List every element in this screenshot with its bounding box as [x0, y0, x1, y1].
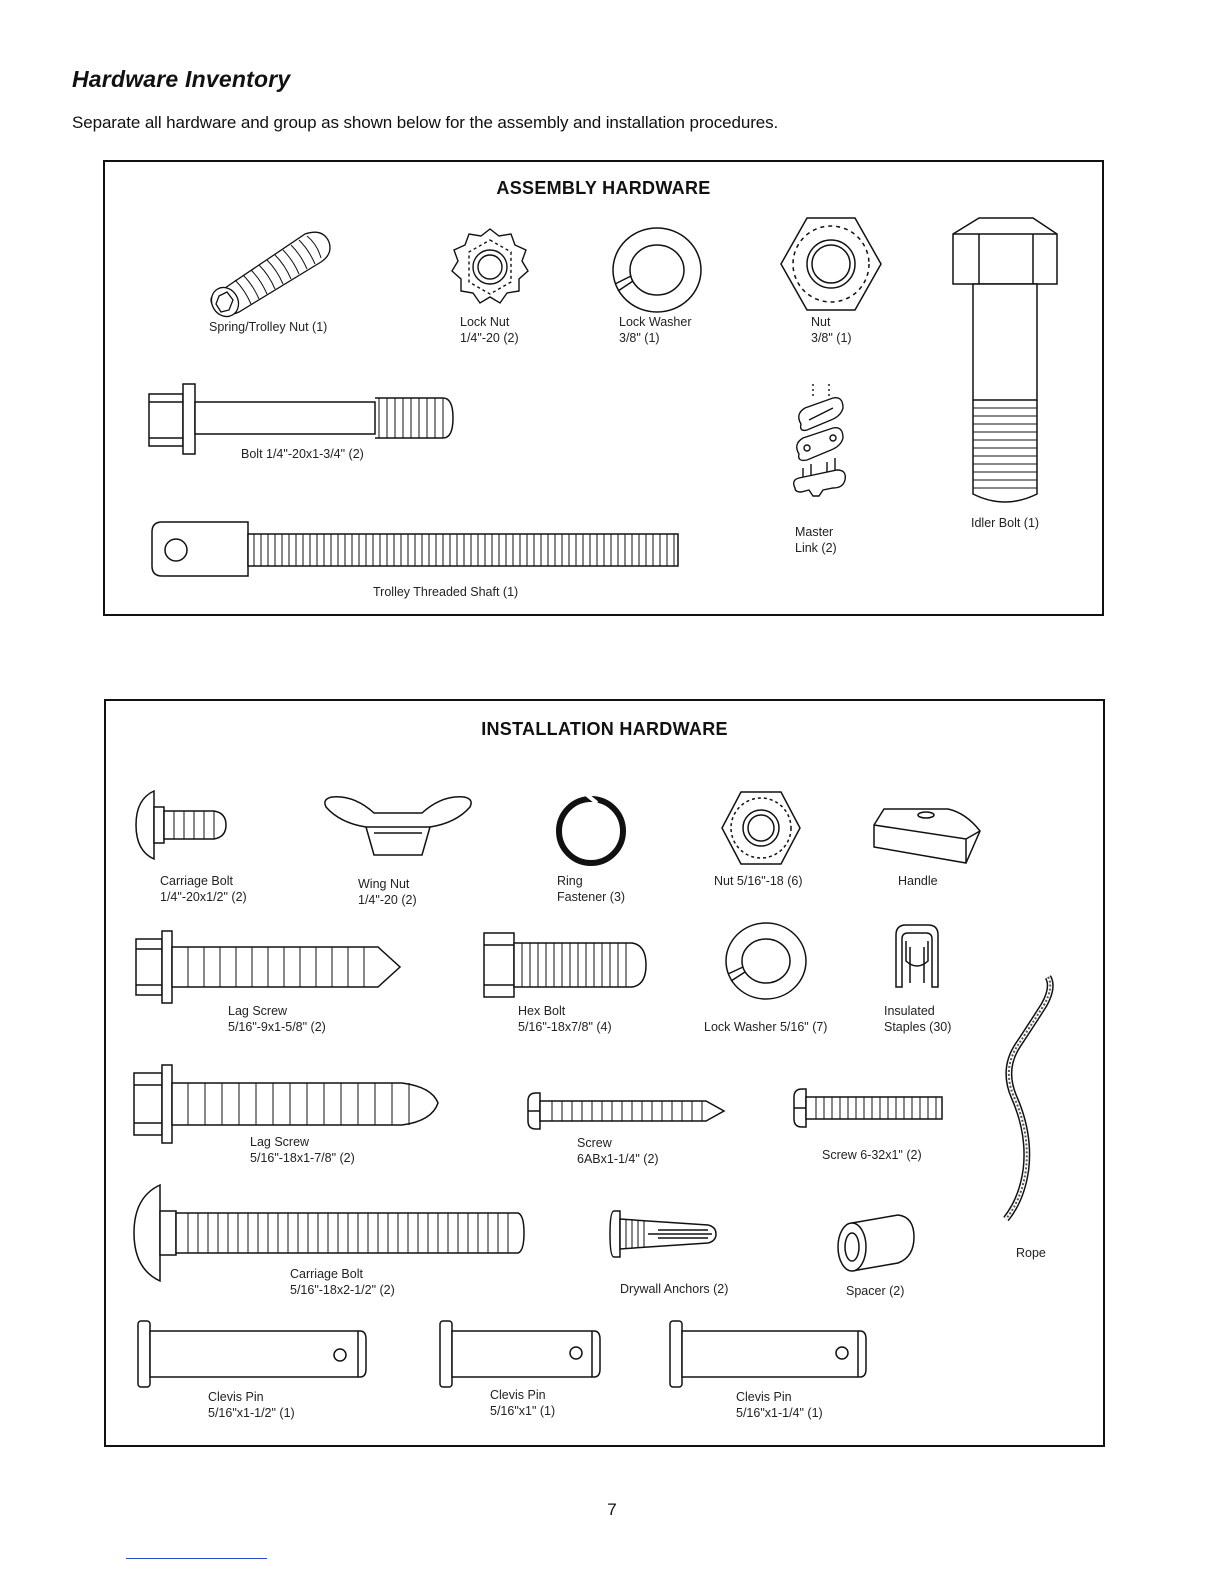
screw-6-32-label: Screw 6-32x1" (2) — [822, 1148, 922, 1162]
carriage-bolt-long-label: Carriage Bolt 5/16"-18x2-1/2" (2) — [290, 1267, 395, 1297]
lag-screw-long-illustration — [132, 1063, 442, 1145]
nut-label: Nut 3/8" (1) — [811, 315, 852, 345]
drywall-anchors-label: Drywall Anchors (2) — [620, 1282, 729, 1296]
idler-bolt-label: Idler Bolt (1) — [971, 516, 1040, 530]
installation-hardware-panel — [104, 699, 1105, 1447]
handle-label: Handle — [898, 874, 938, 888]
lag-screw-short-illustration — [134, 929, 404, 1005]
clevis-pin-a-illustration — [136, 1319, 368, 1389]
drywall-anchor-illustration — [608, 1209, 720, 1259]
master-link-illustration — [789, 384, 849, 508]
lock-washer-label: Lock Washer 3/8" (1) — [619, 315, 692, 345]
lag-screw-long-label: Lag Screw 5/16"-18x1-7/8" (2) — [250, 1135, 355, 1165]
lag-screw-short-label: Lag Screw 5/16"-9x1-5/8" (2) — [228, 1004, 326, 1034]
trolley-threaded-shaft-illustration — [150, 520, 682, 580]
nut-5-16-label: Nut 5/16"-18 (6) — [714, 874, 803, 888]
bolt-label: Bolt 1/4"-20x1-3/4" (2) — [241, 447, 364, 461]
insulated-staples-illustration — [890, 921, 944, 991]
clevis-pin-c-label: Clevis Pin 5/16"x1-1/4" (1) — [736, 1390, 823, 1420]
screw-6-32-illustration — [792, 1087, 944, 1129]
bolt-illustration — [147, 382, 453, 454]
screw-6ab-illustration — [526, 1091, 726, 1131]
spacer-label: Spacer (2) — [846, 1284, 905, 1298]
nut-5-16-illustration — [719, 789, 803, 867]
insulated-staples-label: Insulated Staples (30) — [884, 1004, 952, 1034]
spacer-illustration — [834, 1211, 918, 1273]
assembly-hardware-title: ASSEMBLY HARDWARE — [496, 178, 711, 198]
spring-trolley-nut-label: Spring/Trolley Nut (1) — [209, 320, 328, 334]
footer-rule — [126, 1558, 267, 1559]
lock-nut-label: Lock Nut 1/4"-20 (2) — [460, 315, 519, 345]
wing-nut-illustration — [320, 793, 476, 857]
lock-washer-5-16-illustration — [722, 919, 810, 1003]
rope-label: Rope — [1016, 1246, 1046, 1260]
handle-illustration — [870, 799, 984, 867]
page-heading: Hardware Inventory — [72, 66, 291, 92]
ring-fastener-illustration — [551, 791, 631, 871]
idler-bolt-illustration — [949, 214, 1061, 510]
lock-washer-5-16-label: Lock Washer 5/16" (7) — [704, 1020, 828, 1034]
lock-washer-illustration — [607, 224, 707, 316]
clevis-pin-c-illustration — [668, 1319, 868, 1389]
screw-6ab-label: Screw 6ABx1-1/4" (2) — [577, 1136, 659, 1166]
clevis-pin-b-illustration — [438, 1319, 602, 1389]
ring-fastener-label: Ring Fastener (3) — [557, 874, 626, 904]
installation-hardware-title: INSTALLATION HARDWARE — [481, 719, 728, 739]
hex-bolt-label: Hex Bolt 5/16"-18x7/8" (4) — [518, 1004, 612, 1034]
clevis-pin-a-label: Clevis Pin 5/16"x1-1/2" (1) — [208, 1390, 295, 1420]
clevis-pin-b-label: Clevis Pin 5/16"x1" (1) — [490, 1388, 556, 1418]
assembly-hardware-panel — [103, 160, 1104, 616]
spring-trolley-nut-illustration — [205, 220, 340, 320]
master-link-label: Master Link (2) — [795, 525, 837, 555]
carriage-bolt-small-illustration — [134, 789, 228, 861]
rope-illustration — [992, 973, 1062, 1227]
lock-nut-illustration — [449, 226, 531, 308]
hex-bolt-illustration — [482, 931, 648, 999]
nut-illustration — [777, 214, 885, 314]
intro-text: Separate all hardware and group as shown below for the assembly and installation procedures. — [72, 113, 779, 132]
carriage-bolt-small-label: Carriage Bolt 1/4"-20x1/2" (2) — [160, 874, 247, 904]
wing-nut-label: Wing Nut 1/4"-20 (2) — [358, 877, 417, 907]
trolley-threaded-shaft-label: Trolley Threaded Shaft (1) — [373, 585, 519, 599]
page-number: 7 — [607, 1500, 617, 1519]
